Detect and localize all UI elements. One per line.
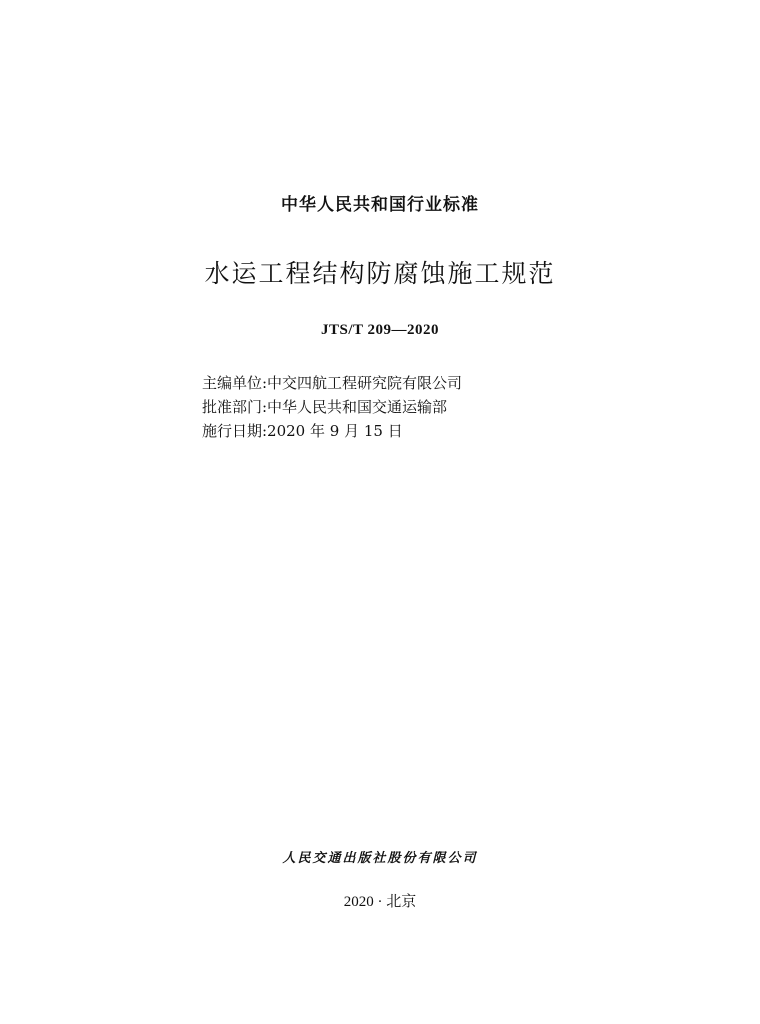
document-title: 水运工程结构防腐蚀施工规范	[204, 259, 556, 288]
effective-date: 施行日期:2020 年 9 月 15 日	[202, 422, 403, 440]
publication-year-place: 2020 · 北京	[343, 894, 417, 910]
issuance-info	[202, 371, 462, 443]
approving-department: 批准部门:中华人民共和国交通运输部	[202, 398, 448, 416]
standard-series-heading: 中华人民共和国行业标准	[281, 195, 479, 215]
standard-code: JTS/T 209—2020	[321, 322, 439, 338]
publisher-name: 人民交通出版社股份有限公司	[282, 851, 478, 866]
chief-editor-unit: 主编单位:中交四航工程研究院有限公司	[202, 374, 463, 392]
